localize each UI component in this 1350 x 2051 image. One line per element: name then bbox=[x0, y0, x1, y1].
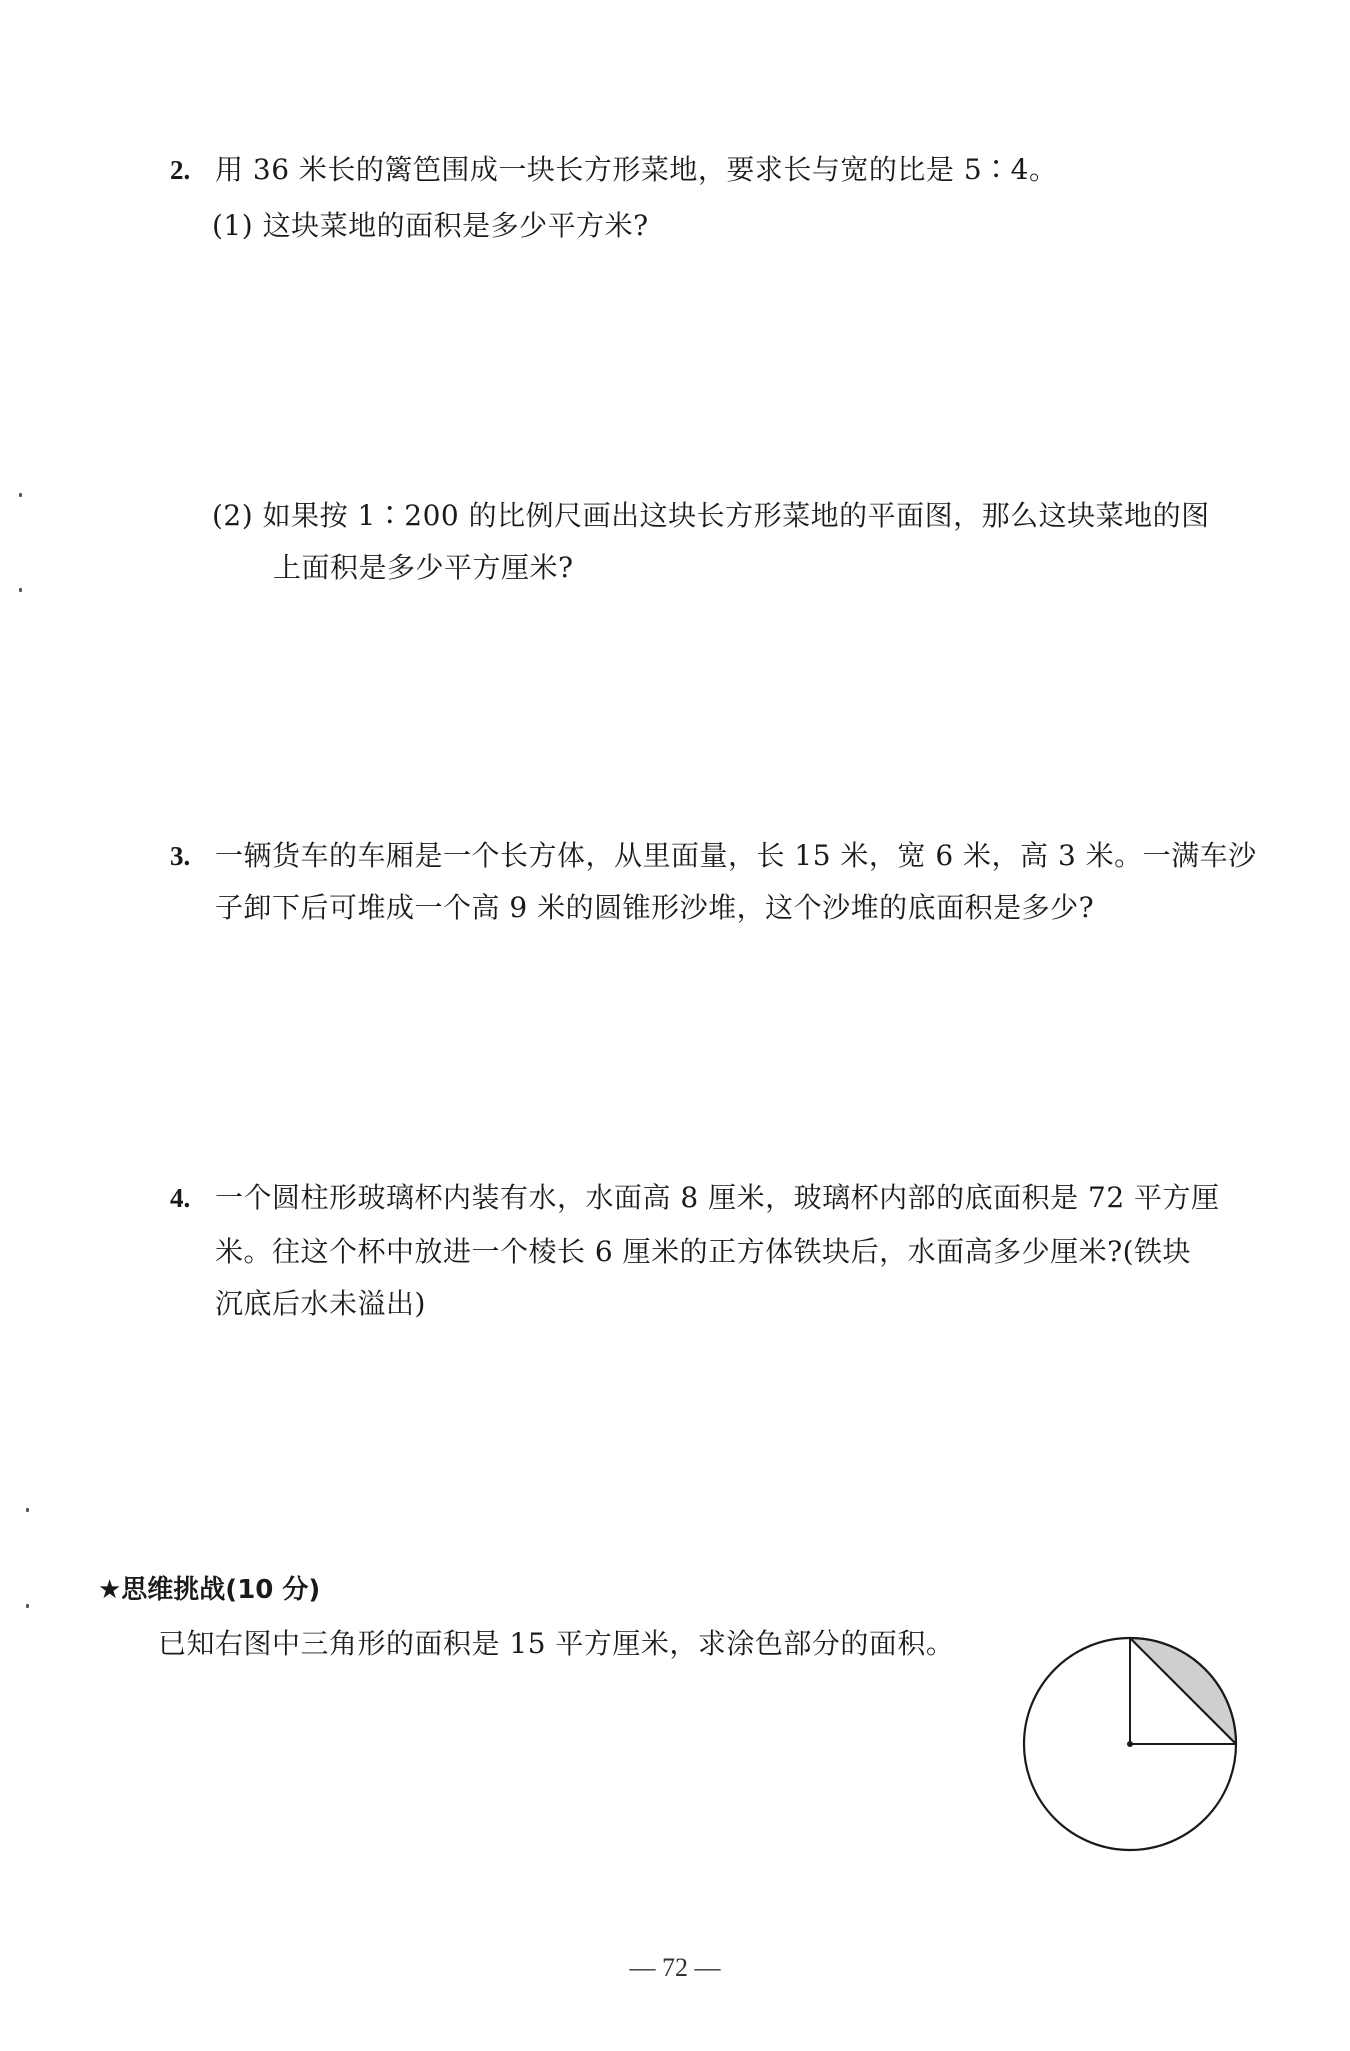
scan-speck bbox=[26, 1604, 29, 1608]
question-2-part-1: (1) 这块菜地的面积是多少平方米? bbox=[212, 209, 649, 242]
question-2-part-2-line-2: 上面积是多少平方厘米? bbox=[273, 551, 574, 584]
question-4-line-2: 米。往这个杯中放进一个棱长 6 厘米的正方体铁块后，水面高多少厘米?(铁块 bbox=[215, 1235, 1192, 1268]
question-4-number: 4. bbox=[170, 1183, 191, 1213]
question-2-number: 2. bbox=[170, 155, 191, 185]
question-4-line-1: 一个圆柱形玻璃杯内装有水，水面高 8 厘米，玻璃杯内部的底面积是 72 平方厘 bbox=[215, 1181, 1220, 1214]
question-2-stem: 用 36 米长的篱笆围成一块长方形菜地，要求长与宽的比是 5∶4。 bbox=[215, 153, 1058, 186]
challenge-figure bbox=[1018, 1630, 1268, 1884]
question-3-number: 3. bbox=[170, 841, 191, 871]
challenge-text: 已知右图中三角形的面积是 15 平方厘米，求涂色部分的面积。 bbox=[158, 1627, 955, 1660]
scan-speck bbox=[19, 588, 22, 592]
scan-speck bbox=[26, 1508, 29, 1512]
page-number: — 72 — bbox=[629, 1953, 721, 1982]
question-3-line-2: 子卸下后可堆成一个高 9 米的圆锥形沙堆，这个沙堆的底面积是多少? bbox=[215, 891, 1095, 924]
challenge-title: ★思维挑战(10 分) bbox=[98, 1575, 321, 1605]
question-4-line-3: 沉底后水未溢出) bbox=[215, 1287, 426, 1320]
center-point bbox=[1127, 1741, 1133, 1747]
question-3-line-1: 一辆货车的车厢是一个长方体，从里面量，长 15 米，宽 6 米，高 3 米。一满车沙 bbox=[215, 839, 1257, 872]
question-2-part-2-line-1: (2) 如果按 1∶200 的比例尺画出这块长方形菜地的平面图，那么这块菜地的图 bbox=[212, 499, 1210, 532]
circle-triangle-diagram bbox=[1018, 1630, 1268, 1880]
scan-speck bbox=[19, 493, 22, 497]
